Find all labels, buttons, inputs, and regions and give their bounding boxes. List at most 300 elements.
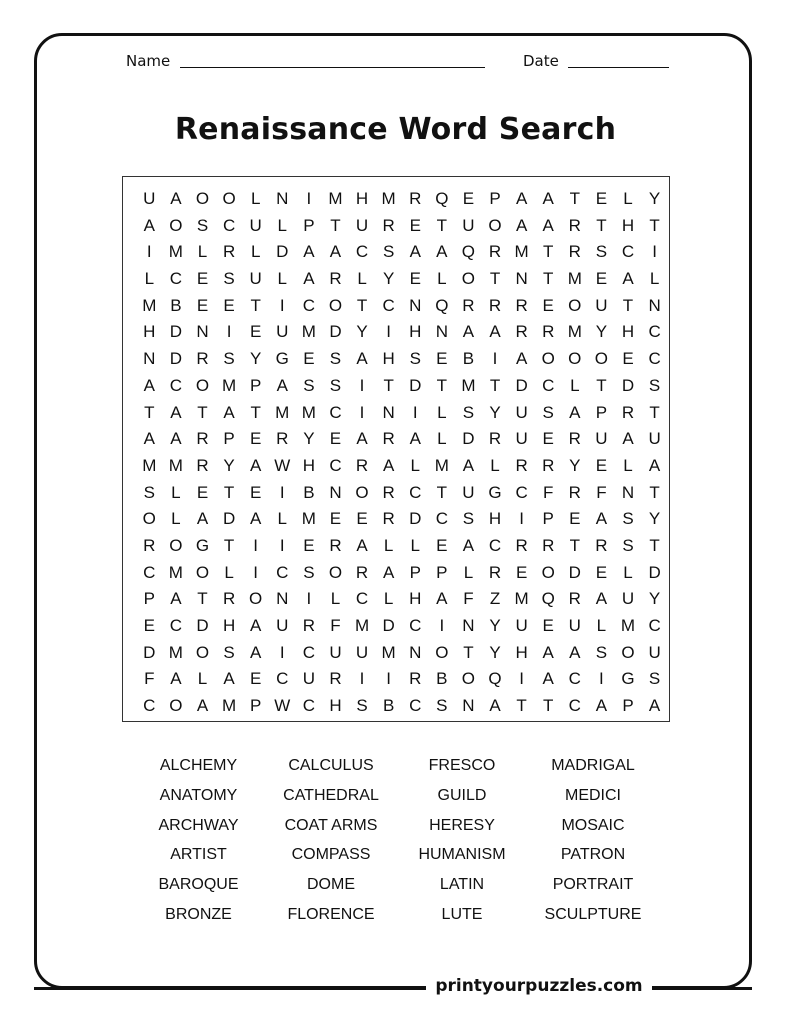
grid-cell[interactable]: Q (541, 589, 555, 609)
grid-cell[interactable]: H (409, 322, 422, 342)
grid-cell[interactable]: S (329, 349, 342, 369)
grid-cell[interactable]: T (436, 215, 448, 235)
grid-cell[interactable]: A (250, 455, 262, 475)
grid-cell[interactable]: L (171, 482, 181, 502)
grid-cell[interactable]: S (329, 375, 342, 395)
grid-cell[interactable]: N (196, 322, 209, 342)
grid-cell[interactable]: R (568, 482, 581, 502)
grid-cell[interactable]: O (461, 669, 476, 689)
grid-cell[interactable]: U (355, 215, 369, 235)
grid-cell[interactable]: P (143, 589, 155, 609)
grid-cell[interactable]: C (382, 295, 395, 315)
grid-cell[interactable]: L (437, 402, 447, 422)
grid-cell[interactable]: A (250, 509, 262, 529)
grid-cell[interactable]: M (221, 375, 237, 395)
grid-cell[interactable]: M (434, 455, 449, 475)
grid-cell[interactable]: M (301, 322, 316, 342)
grid-cell[interactable]: O (195, 642, 210, 662)
grid-cell[interactable]: E (436, 535, 448, 555)
grid-cell[interactable]: R (568, 429, 581, 449)
grid-cell[interactable]: M (275, 402, 290, 422)
grid-cell[interactable]: C (515, 482, 528, 502)
grid-cell[interactable]: M (514, 242, 529, 262)
grid-cell[interactable]: R (196, 429, 209, 449)
grid-cell[interactable]: T (649, 535, 660, 555)
grid-cell[interactable]: M (142, 295, 157, 315)
grid-cell[interactable]: R (515, 295, 528, 315)
grid-cell[interactable]: A (196, 509, 209, 529)
grid-cell[interactable]: A (436, 242, 448, 262)
grid-cell[interactable]: M (567, 322, 582, 342)
grid-cell[interactable]: T (383, 375, 394, 395)
grid-cell[interactable]: A (595, 696, 608, 716)
grid-cell[interactable]: U (515, 402, 528, 422)
grid-cell[interactable]: T (543, 242, 554, 262)
grid-cell[interactable]: A (622, 429, 634, 449)
grid-cell[interactable]: D (621, 375, 635, 395)
grid-cell[interactable]: L (490, 455, 500, 475)
grid-cell[interactable]: R (329, 535, 342, 555)
grid-cell[interactable]: H (515, 642, 528, 662)
grid-cell[interactable]: C (329, 455, 342, 475)
grid-cell[interactable]: P (436, 562, 448, 582)
grid-cell[interactable]: M (221, 696, 237, 716)
footer-site-link[interactable]: printyourpuzzles.com (435, 976, 643, 996)
grid-cell[interactable]: H (302, 455, 315, 475)
grid-cell[interactable]: R (542, 535, 555, 555)
grid-cell[interactable]: N (462, 616, 475, 635)
grid-cell[interactable]: E (303, 349, 315, 369)
grid-cell[interactable]: M (461, 375, 476, 395)
grid-cell[interactable]: L (277, 509, 287, 529)
grid-cell[interactable]: U (462, 482, 475, 502)
date-field-line[interactable] (568, 67, 669, 68)
grid-cell[interactable]: P (595, 402, 608, 422)
grid-cell[interactable]: P (250, 696, 262, 716)
grid-cell[interactable]: S (409, 349, 421, 369)
grid-cell[interactable]: L (197, 669, 208, 689)
grid-cell[interactable]: R (276, 429, 289, 449)
grid-cell[interactable]: T (436, 375, 448, 395)
grid-cell[interactable]: H (222, 616, 236, 635)
grid-cell[interactable]: U (355, 642, 369, 662)
grid-cell[interactable]: L (330, 589, 341, 609)
grid-cell[interactable]: S (462, 509, 475, 529)
grid-cell[interactable]: A (170, 589, 182, 609)
grid-cell[interactable]: T (250, 402, 261, 422)
grid-cell[interactable]: H (355, 189, 369, 208)
grid-cell[interactable]: T (649, 402, 660, 422)
grid-cell[interactable]: M (301, 509, 316, 529)
grid-cell[interactable]: R (515, 455, 528, 475)
grid-cell[interactable]: E (223, 295, 235, 315)
grid-cell[interactable]: F (543, 482, 554, 502)
grid-cell[interactable]: O (488, 215, 502, 235)
grid-cell[interactable]: G (195, 535, 210, 555)
grid-cell[interactable]: R (488, 242, 502, 262)
grid-cell[interactable]: D (329, 322, 342, 342)
grid-cell[interactable]: R (488, 295, 502, 315)
grid-cell[interactable]: E (515, 562, 528, 582)
grid-cell[interactable]: S (622, 509, 634, 529)
grid-cell[interactable]: E (356, 509, 368, 529)
grid-cell[interactable]: E (622, 349, 634, 369)
grid-cell[interactable]: T (543, 696, 554, 716)
grid-cell[interactable]: L (570, 375, 580, 395)
grid-cell[interactable]: C (302, 696, 315, 716)
grid-cell[interactable]: L (649, 269, 660, 289)
grid-cell[interactable]: E (250, 669, 262, 689)
grid-cell[interactable]: D (462, 429, 475, 449)
grid-cell[interactable]: E (595, 189, 608, 208)
grid-cell[interactable]: N (143, 349, 156, 369)
grid-cell[interactable]: L (277, 215, 287, 235)
grid-cell[interactable]: A (515, 215, 528, 235)
grid-cell[interactable]: C (329, 402, 342, 422)
grid-cell[interactable]: C (355, 242, 369, 262)
grid-cell[interactable]: I (519, 509, 524, 529)
grid-cell[interactable]: C (568, 669, 581, 689)
grid-cell[interactable]: A (196, 696, 209, 716)
name-field-line[interactable] (180, 67, 485, 68)
grid-cell[interactable]: C (222, 215, 236, 235)
grid-cell[interactable]: A (143, 215, 155, 235)
grid-cell[interactable]: I (146, 242, 152, 262)
grid-cell[interactable]: A (303, 269, 315, 289)
grid-cell[interactable]: R (462, 295, 475, 315)
grid-cell[interactable]: E (196, 269, 209, 289)
grid-cell[interactable]: A (542, 215, 554, 235)
grid-cell[interactable]: R (382, 482, 395, 502)
grid-cell[interactable]: C (302, 295, 315, 315)
grid-cell[interactable]: P (542, 509, 554, 529)
grid-cell[interactable]: L (623, 562, 633, 582)
grid-cell[interactable]: S (622, 535, 634, 555)
grid-cell[interactable]: H (382, 349, 395, 369)
grid-cell[interactable]: I (279, 642, 285, 662)
grid-cell[interactable]: E (436, 349, 448, 369)
grid-cell[interactable]: S (542, 402, 554, 422)
grid-cell[interactable]: Q (435, 189, 449, 208)
grid-cell[interactable]: S (436, 696, 448, 716)
grid-cell[interactable]: N (329, 482, 342, 502)
grid-cell[interactable]: R (568, 215, 581, 235)
grid-cell[interactable]: L (144, 269, 155, 289)
grid-cell[interactable]: R (329, 269, 342, 289)
grid-cell[interactable]: Y (569, 455, 581, 475)
grid-cell[interactable]: M (168, 455, 183, 475)
grid-cell[interactable]: D (409, 509, 422, 529)
grid-cell[interactable]: R (542, 455, 555, 475)
grid-cell[interactable]: T (649, 482, 660, 502)
grid-cell[interactable]: C (169, 375, 183, 395)
grid-cell[interactable]: A (515, 349, 528, 369)
grid-cell[interactable]: U (276, 616, 289, 635)
grid-cell[interactable]: L (410, 455, 420, 475)
grid-cell[interactable]: E (409, 269, 421, 289)
grid-cell[interactable]: S (303, 562, 315, 582)
grid-cell[interactable]: A (170, 189, 182, 208)
grid-cell[interactable]: S (143, 482, 155, 502)
grid-cell[interactable]: N (435, 322, 448, 342)
grid-cell[interactable]: U (462, 215, 475, 235)
grid-cell[interactable]: A (382, 562, 395, 582)
grid-cell[interactable]: U (595, 295, 608, 315)
grid-cell[interactable]: P (409, 562, 421, 582)
grid-cell[interactable]: T (622, 295, 634, 315)
grid-cell[interactable]: A (170, 669, 182, 689)
grid-cell[interactable]: U (568, 616, 581, 635)
grid-cell[interactable]: O (541, 349, 555, 369)
grid-cell[interactable]: E (542, 429, 554, 449)
grid-cell[interactable]: M (381, 642, 396, 662)
grid-cell[interactable]: D (222, 509, 236, 529)
grid-cell[interactable]: Y (648, 189, 661, 208)
grid-cell[interactable]: C (568, 696, 581, 716)
grid-cell[interactable]: C (648, 322, 661, 342)
grid-cell[interactable]: R (355, 455, 369, 475)
grid-cell[interactable]: L (596, 616, 607, 635)
grid-cell[interactable]: D (169, 349, 183, 369)
grid-cell[interactable]: C (302, 642, 315, 662)
grid-cell[interactable]: T (197, 402, 208, 422)
grid-cell[interactable]: Y (489, 616, 501, 635)
grid-cell[interactable]: A (143, 429, 155, 449)
grid-cell[interactable]: I (279, 295, 285, 315)
grid-cell[interactable]: R (542, 322, 555, 342)
grid-cell[interactable]: H (488, 509, 502, 529)
grid-cell[interactable]: C (409, 616, 422, 635)
grid-cell[interactable]: T (596, 375, 607, 395)
grid-cell[interactable]: F (463, 589, 474, 609)
grid-cell[interactable]: I (253, 562, 259, 582)
grid-cell[interactable]: H (143, 322, 156, 342)
grid-cell[interactable]: C (169, 616, 183, 635)
grid-cell[interactable]: D (169, 322, 183, 342)
grid-cell[interactable]: U (621, 589, 635, 609)
grid-cell[interactable]: A (542, 189, 554, 208)
grid-cell[interactable]: T (569, 189, 580, 208)
grid-cell[interactable]: O (461, 269, 476, 289)
grid-cell[interactable]: O (142, 509, 156, 529)
grid-cell[interactable]: Q (461, 242, 476, 262)
grid-cell[interactable]: E (409, 215, 421, 235)
grid-cell[interactable]: E (196, 295, 209, 315)
grid-cell[interactable]: R (196, 455, 209, 475)
grid-cell[interactable]: T (569, 535, 580, 555)
grid-cell[interactable]: A (170, 429, 182, 449)
grid-cell[interactable]: L (224, 562, 234, 582)
grid-cell[interactable]: E (250, 482, 262, 502)
grid-cell[interactable]: R (222, 589, 236, 609)
grid-cell[interactable]: R (568, 242, 581, 262)
grid-cell[interactable]: I (492, 349, 498, 369)
grid-cell[interactable]: M (168, 642, 183, 662)
grid-cell[interactable]: C (648, 616, 661, 635)
grid-cell[interactable]: O (328, 295, 343, 315)
grid-cell[interactable]: R (143, 535, 156, 555)
grid-cell[interactable]: T (596, 215, 607, 235)
grid-cell[interactable]: I (359, 402, 365, 422)
grid-cell[interactable]: R (222, 242, 236, 262)
grid-cell[interactable]: T (197, 589, 208, 609)
grid-cell[interactable]: I (306, 589, 312, 609)
grid-cell[interactable]: R (515, 535, 528, 555)
grid-cell[interactable]: I (599, 669, 604, 689)
grid-cell[interactable]: C (276, 669, 289, 689)
grid-cell[interactable]: N (409, 642, 422, 662)
grid-cell[interactable]: C (621, 242, 635, 262)
grid-cell[interactable]: R (329, 669, 342, 689)
grid-cell[interactable]: M (168, 562, 183, 582)
grid-cell[interactable]: T (649, 215, 660, 235)
grid-cell[interactable]: T (516, 696, 527, 716)
grid-cell[interactable]: A (462, 535, 475, 555)
grid-cell[interactable]: C (143, 562, 156, 582)
grid-cell[interactable]: O (541, 562, 555, 582)
grid-cell[interactable]: N (462, 696, 475, 716)
grid-cell[interactable]: E (329, 429, 342, 449)
grid-cell[interactable]: I (253, 535, 259, 555)
grid-cell[interactable]: U (648, 642, 661, 662)
grid-cell[interactable]: Y (489, 642, 501, 662)
grid-cell[interactable]: E (542, 616, 554, 635)
grid-cell[interactable]: L (277, 269, 287, 289)
grid-cell[interactable]: A (223, 402, 235, 422)
grid-cell[interactable]: A (515, 189, 528, 208)
grid-cell[interactable]: F (330, 616, 341, 635)
grid-cell[interactable]: B (170, 295, 182, 315)
grid-cell[interactable]: L (463, 562, 474, 582)
grid-cell[interactable]: A (489, 696, 501, 716)
grid-cell[interactable]: A (276, 375, 288, 395)
grid-cell[interactable]: R (595, 535, 608, 555)
grid-cell[interactable]: U (249, 269, 262, 289)
grid-cell[interactable]: M (567, 269, 582, 289)
grid-cell[interactable]: N (276, 589, 289, 609)
grid-cell[interactable]: N (276, 189, 289, 208)
grid-cell[interactable]: A (250, 642, 262, 662)
grid-cell[interactable]: L (383, 535, 394, 555)
grid-cell[interactable]: A (622, 269, 634, 289)
grid-cell[interactable]: I (519, 669, 524, 689)
grid-cell[interactable]: R (488, 562, 502, 582)
grid-cell[interactable]: S (223, 269, 235, 289)
grid-cell[interactable]: S (595, 642, 608, 662)
grid-cell[interactable]: A (409, 429, 421, 449)
grid-cell[interactable]: F (596, 482, 607, 502)
grid-cell[interactable]: I (439, 616, 445, 635)
grid-cell[interactable]: M (142, 455, 157, 475)
grid-cell[interactable]: W (274, 696, 291, 716)
grid-cell[interactable]: R (302, 616, 315, 635)
grid-cell[interactable]: A (569, 642, 581, 662)
grid-cell[interactable]: Y (489, 402, 501, 422)
grid-cell[interactable]: C (542, 375, 555, 395)
grid-cell[interactable]: D (515, 375, 528, 395)
grid-cell[interactable]: E (143, 616, 155, 635)
grid-cell[interactable]: A (648, 455, 661, 475)
grid-cell[interactable]: O (169, 696, 183, 716)
grid-cell[interactable]: R (196, 349, 209, 369)
grid-cell[interactable]: M (620, 616, 636, 635)
grid-cell[interactable]: D (143, 642, 156, 662)
grid-cell[interactable]: U (329, 642, 342, 662)
grid-cell[interactable]: C (409, 696, 422, 716)
grid-cell[interactable]: B (436, 669, 448, 689)
grid-cell[interactable]: A (595, 589, 608, 609)
grid-cell[interactable]: L (623, 455, 633, 475)
grid-cell[interactable]: N (515, 269, 528, 289)
grid-cell[interactable]: S (648, 375, 661, 395)
grid-cell[interactable]: C (143, 696, 156, 716)
grid-cell[interactable]: N (621, 482, 635, 502)
grid-cell[interactable]: G (621, 669, 635, 689)
grid-cell[interactable]: T (144, 402, 155, 422)
grid-cell[interactable]: L (437, 269, 447, 289)
grid-cell[interactable]: C (355, 589, 369, 609)
grid-cell[interactable]: I (386, 669, 391, 689)
grid-cell[interactable]: U (648, 429, 661, 449)
grid-cell[interactable]: T (223, 482, 235, 502)
grid-cell[interactable]: L (171, 509, 181, 529)
grid-cell[interactable]: B (462, 349, 475, 369)
grid-cell[interactable]: S (382, 242, 395, 262)
grid-cell[interactable]: A (143, 375, 155, 395)
grid-cell[interactable]: I (306, 189, 312, 208)
grid-cell[interactable]: D (648, 562, 661, 582)
grid-cell[interactable]: L (383, 589, 394, 609)
grid-cell[interactable]: R (488, 429, 502, 449)
grid-cell[interactable]: Z (489, 589, 501, 609)
grid-cell[interactable]: R (382, 215, 395, 235)
grid-cell[interactable]: A (250, 616, 262, 635)
grid-cell[interactable]: U (515, 429, 528, 449)
grid-cell[interactable]: R (568, 589, 581, 609)
grid-cell[interactable]: I (279, 535, 285, 555)
grid-cell[interactable]: A (648, 696, 661, 716)
grid-cell[interactable]: O (195, 562, 210, 582)
grid-cell[interactable]: T (463, 642, 474, 662)
grid-cell[interactable]: E (595, 562, 608, 582)
grid-cell[interactable]: N (382, 402, 395, 422)
grid-cell[interactable]: O (568, 349, 582, 369)
grid-cell[interactable]: D (568, 562, 581, 582)
grid-cell[interactable]: D (196, 616, 209, 635)
grid-cell[interactable]: I (359, 375, 365, 395)
grid-cell[interactable]: U (302, 669, 315, 689)
grid-cell[interactable]: H (409, 589, 422, 609)
grid-cell[interactable]: P (622, 696, 634, 716)
grid-cell[interactable]: P (250, 375, 262, 395)
grid-cell[interactable]: T (436, 482, 448, 502)
grid-cell[interactable]: Y (356, 322, 368, 342)
grid-cell[interactable]: E (595, 455, 608, 475)
grid-cell[interactable]: H (621, 215, 635, 235)
grid-cell[interactable]: A (356, 429, 368, 449)
grid-cell[interactable]: S (356, 696, 368, 716)
grid-cell[interactable]: E (250, 429, 262, 449)
grid-cell[interactable]: E (569, 509, 581, 529)
grid-cell[interactable]: B (303, 482, 315, 502)
grid-cell[interactable]: O (328, 562, 343, 582)
grid-cell[interactable]: R (355, 562, 369, 582)
grid-cell[interactable]: C (276, 562, 289, 582)
grid-cell[interactable]: A (356, 535, 368, 555)
grid-cell[interactable]: P (303, 215, 315, 235)
grid-cell[interactable]: G (488, 482, 502, 502)
grid-cell[interactable]: S (223, 642, 235, 662)
